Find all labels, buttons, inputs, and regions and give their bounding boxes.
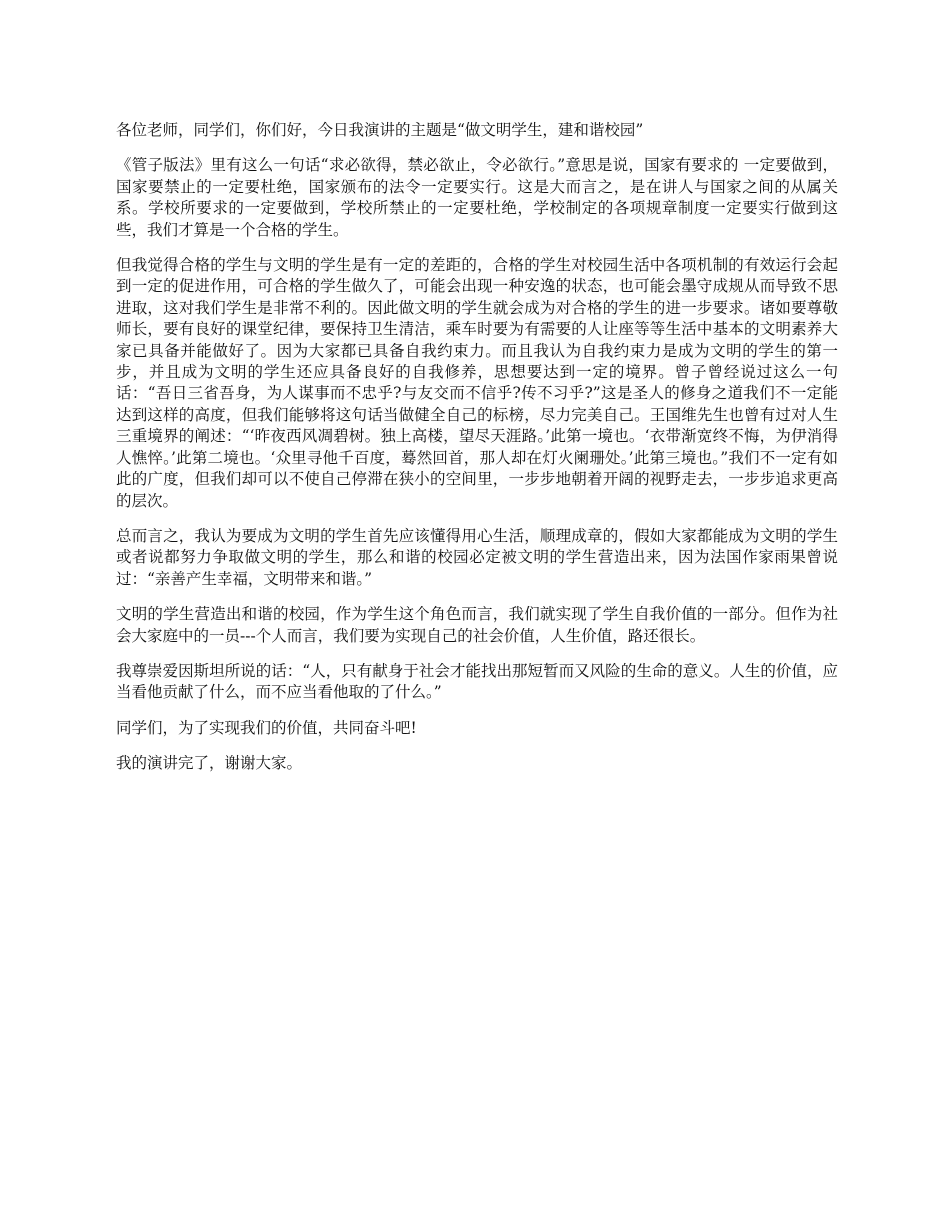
paragraph-call-to-action: 同学们，为了实现我们的价值，共同奋斗吧! [116,718,417,737]
paragraph-greeting: 各位老师，同学们，你们好，今日我演讲的主题是“做文明学生，建和谐校园” [116,121,644,139]
paragraph-closing: 我的演讲完了，谢谢大家。 [116,754,303,773]
paragraph-qualified-vs-civilized: 但我觉得合格的学生与文明的学生是有一定的差距的，合格的学生对校园生活中各项机制的有效运行会起到一定的促进作用，可合格的学生做久了，可能会出现一种安逸的状态，也可能会墨守成规从而导致不思进取，这对我们学生是非常不利的。因此做文明的学生就会成为对合格的学生的进一步要求。诸如要尊敬师长，要有良好的课堂纪律，要保持卫生清洁，乘车时要为有需要的人让座等等生活中基本的文明素养大家已具备并能做好了。因为大家都已具备自我约束力。而且我认为自我约束力是成为文明的学生的第一步，并且成为文明的学生还应具备良好的自我修养，思想要达到一定的境界。曾子曾经说过这么一句话：“吾日三省吾身，为人谋事而不忠乎?与友交而不信乎?传不习乎?”这是圣人的修身之道我们不一定能达到这样的高度，但我们能够将这句话当做健全自己的标榜，尽力完美自己。王国维先生也曾有过对人生三重境界的阐述：“‘昨夜西风凋碧树。独上高楼，望尽天涯路。’此第一境也。‘衣带渐宽终不悔，为伊消得人憔悴。’此第二境也。‘众里寻他千百度，蓦然回首，那人却在灯火阑珊处。’此第三境也。”我们不一定有如此的广度，但我们却可以不使自己停滞在狭小的空间里，一步步地朝着开阔的视野走去，一步步追求更高的层次。 [116,256,838,510]
document-body [116,120,838,789]
paragraph-self-value: 文明的学生营造出和谐的校园，作为学生这个角色而言，我们就实现了学生自我价值的一部分。但作为社会大家庭中的一员---个人而言，我们要为实现自己的社会价值，人生价值，路还很长。 [116,605,838,645]
paragraph-guanzi: 《管子版法》里有这么一句话“求必欲得，禁必欲止，令必欲行。”意思是说，国家有要求的 一定要做到，国家要禁止的一定要杜绝，国家颁布的法令一定要实行。这是大而言之，是在讲人与国家之间的从属关系。学校所要求的一定要做到，学校所禁止的一定要杜绝，学校制定的各项规章制度一定要实行做到这些，我们才算是一个合格的学生。 [116,156,838,239]
paragraph-summary: 总而言之，我认为要成为文明的学生首先应该懂得用心生活，顺理成章的，假如大家都能成为文明的学生或者说都努力争取做文明的学生，那么和谐的校园必定被文明的学生营造出来，因为法国作家雨果曾说过：“亲善产生幸福，文明带来和谐。” [116,526,838,588]
paragraph-einstein-quote: 我尊崇爱因斯坦所说的话：“人，只有献身于社会才能找出那短暂而又风险的生命的意义。人生的价值，应当看他贡献了什么，而不应当看他取的了什么。” [116,661,838,702]
